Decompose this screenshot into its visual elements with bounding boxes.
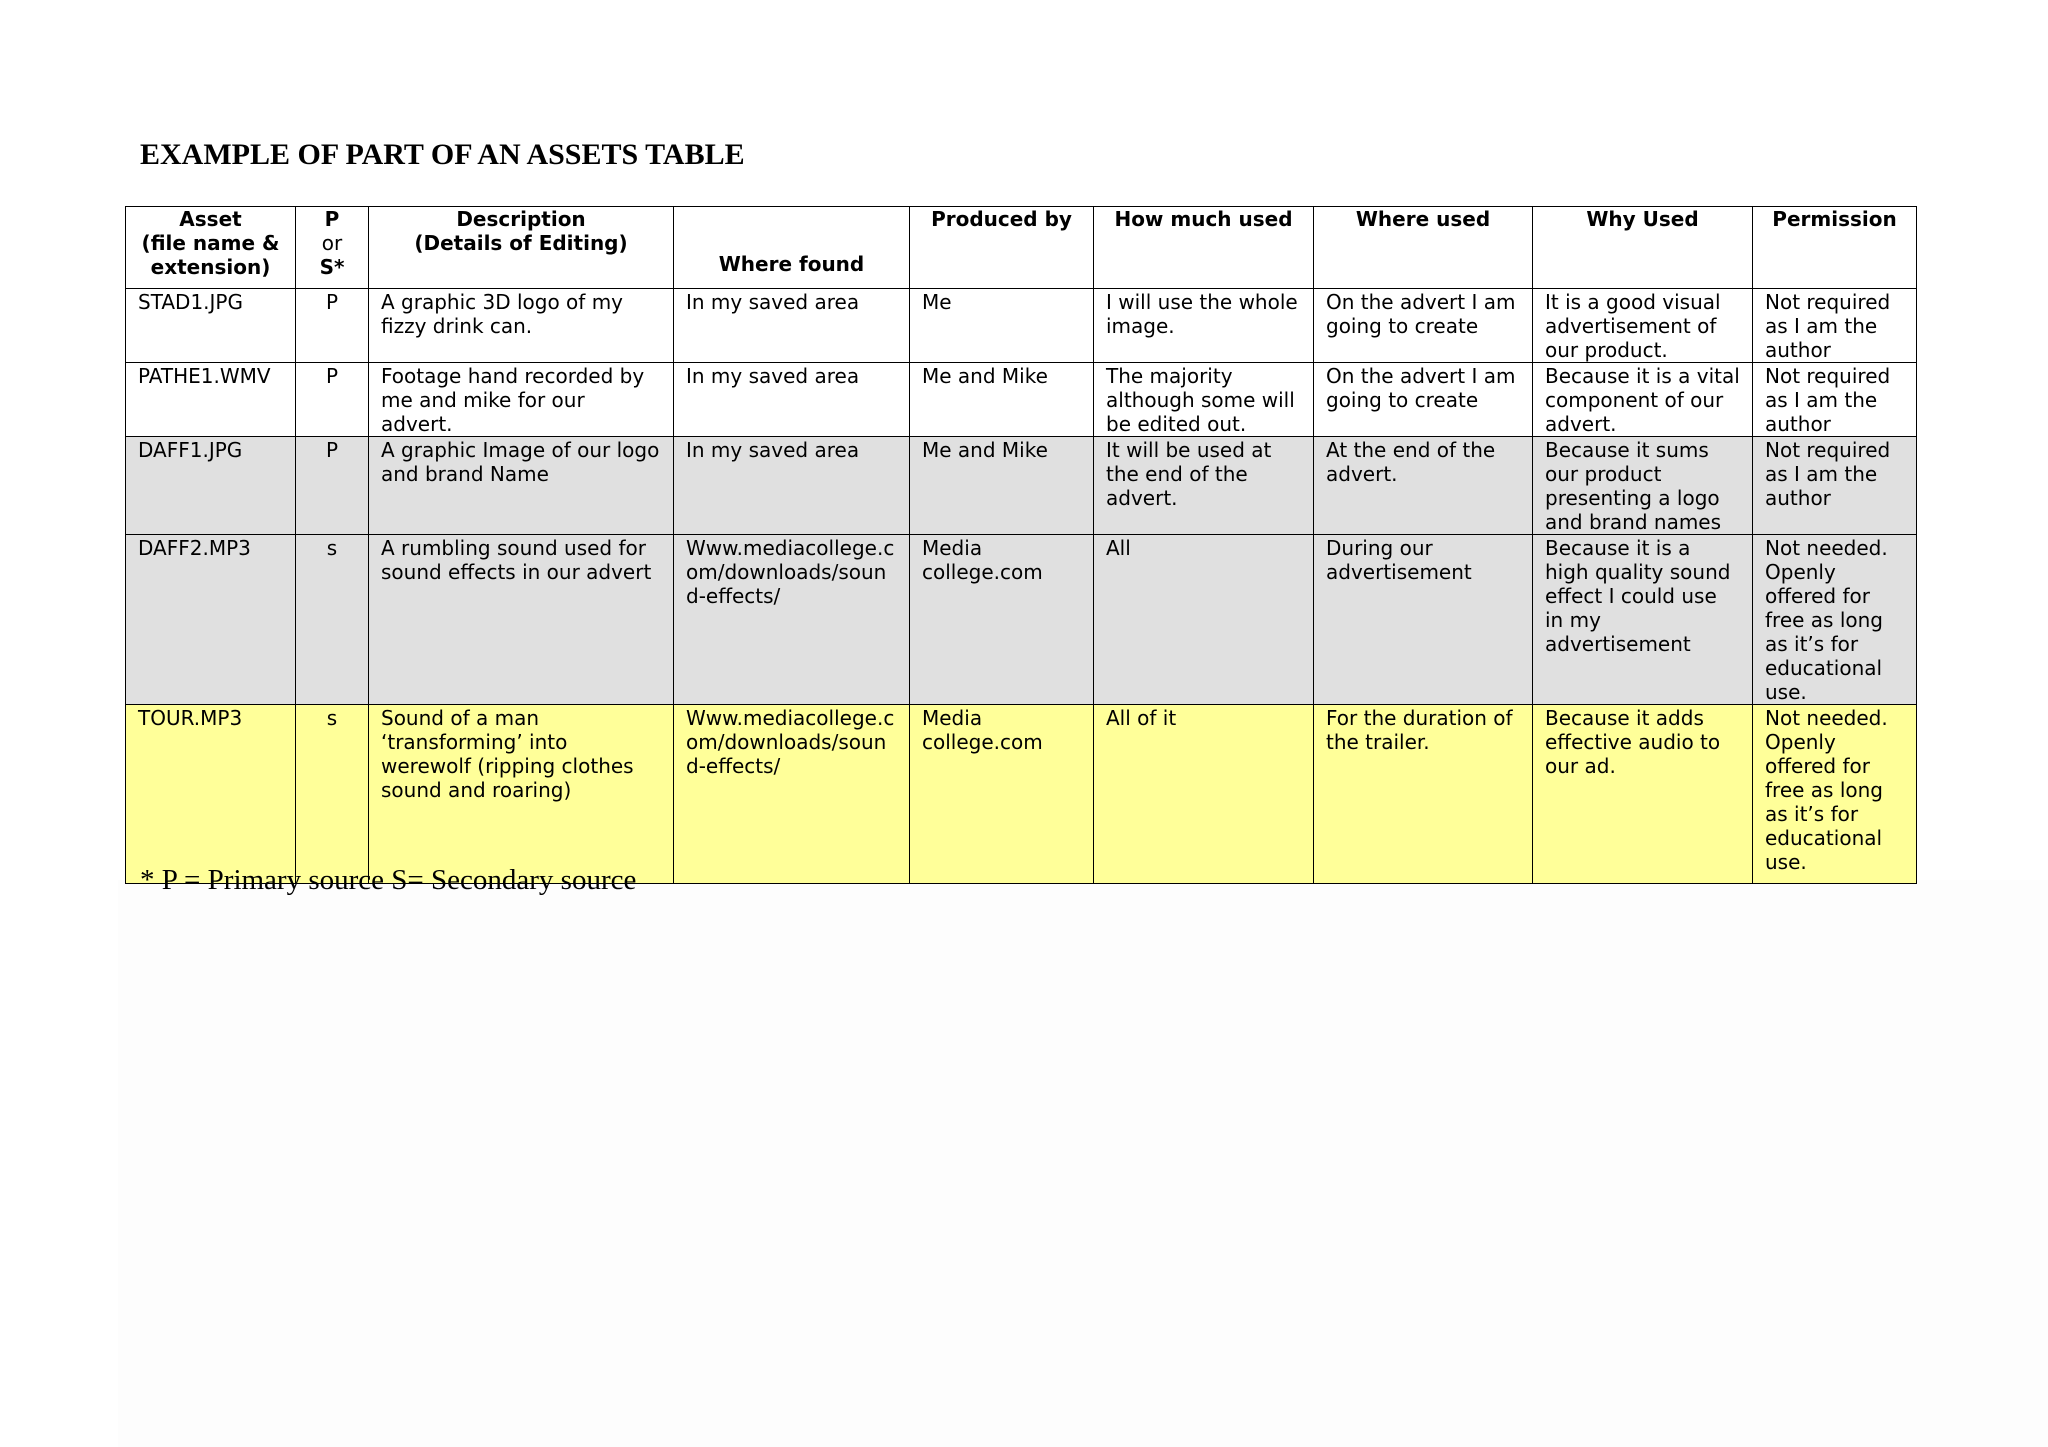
table-row	[126, 705, 1917, 884]
cell-where-used: At the end of the advert.	[1314, 437, 1533, 535]
cell-where-used: During our advertisement	[1314, 535, 1533, 705]
header-how-much-used: How much used	[1094, 207, 1314, 289]
cell-where-found: In my saved area	[674, 437, 910, 535]
cell-how-much-used: All	[1094, 535, 1314, 705]
header-where-used: Where used	[1314, 207, 1533, 289]
header-ps	[296, 207, 369, 289]
header-ps-line1: P	[324, 207, 340, 231]
cell-produced-by: Me and Mike	[910, 437, 1094, 535]
cell-how-much-used: All of it	[1094, 705, 1314, 884]
table-row	[126, 437, 1917, 535]
header-asset-line3: extension)	[150, 255, 271, 279]
assets-table	[125, 206, 1917, 884]
cell-permission: Not required as I am the author	[1753, 289, 1917, 363]
cell-asset: STAD1.JPG	[126, 289, 296, 363]
cell-ps: P	[296, 437, 369, 535]
table-row	[126, 535, 1917, 705]
cell-why-used: It is a good visual advertisement of our product.	[1533, 289, 1753, 363]
table-row	[126, 289, 1917, 363]
cell-where-found: Www.mediacollege.com/downloads/sound-effects/	[674, 705, 910, 884]
cell-description: Sound of a man ‘transforming’ into werewolf (ripping clothes sound and roaring)	[369, 705, 674, 884]
header-asset-line1: Asset	[179, 207, 242, 231]
header-description-line2: (Details of Editing)	[414, 231, 628, 255]
cell-why-used: Because it sums our product presenting a logo and brand names	[1533, 437, 1753, 535]
cell-ps: s	[296, 705, 369, 884]
cell-where-found: In my saved area	[674, 289, 910, 363]
cell-permission: Not required as I am the author	[1753, 437, 1917, 535]
cell-asset: DAFF2.MP3	[126, 535, 296, 705]
cell-produced-by: Me and Mike	[910, 363, 1094, 437]
cell-how-much-used: I will use the whole image.	[1094, 289, 1314, 363]
cell-how-much-used: The majority although some will be edited out.	[1094, 363, 1314, 437]
cell-produced-by: Media college.com	[910, 705, 1094, 884]
header-description-line1: Description	[456, 207, 586, 231]
cell-where-found: Www.mediacollege.com/downloads/sound-effects/	[674, 535, 910, 705]
cell-description: Footage hand recorded by me and mike for our advert.	[369, 363, 674, 437]
page-title: EXAMPLE OF PART OF AN ASSETS TABLE	[140, 138, 745, 171]
cell-description: A graphic Image of our logo and brand Name	[369, 437, 674, 535]
header-permission: Permission	[1753, 207, 1917, 289]
table-header-row	[126, 207, 1917, 289]
cell-where-used: On the advert I am going to create	[1314, 289, 1533, 363]
cell-how-much-used: It will be used at the end of the advert.	[1094, 437, 1314, 535]
cell-asset: DAFF1.JPG	[126, 437, 296, 535]
cell-permission: Not needed. Openly offered for free as long as it’s for educational use.	[1753, 535, 1917, 705]
page-background	[118, 880, 2048, 1447]
cell-description: A rumbling sound used for sound effects in our advert	[369, 535, 674, 705]
cell-asset: TOUR.MP3	[126, 705, 296, 884]
cell-ps: P	[296, 289, 369, 363]
cell-ps: P	[296, 363, 369, 437]
cell-produced-by: Media college.com	[910, 535, 1094, 705]
header-where-found: Where found	[674, 207, 910, 289]
cell-where-used: On the advert I am going to create	[1314, 363, 1533, 437]
cell-asset: PATHE1.WMV	[126, 363, 296, 437]
cell-why-used: Because it is a vital component of our advert.	[1533, 363, 1753, 437]
cell-permission: Not needed. Openly offered for free as long as it’s for educational use.	[1753, 705, 1917, 884]
header-why-used: Why Used	[1533, 207, 1753, 289]
table-row	[126, 363, 1917, 437]
header-produced-by: Produced by	[910, 207, 1094, 289]
cell-why-used: Because it adds effective audio to our ad.	[1533, 705, 1753, 884]
cell-description: A graphic 3D logo of my fizzy drink can.	[369, 289, 674, 363]
header-asset-line2: (file name &	[141, 231, 280, 255]
cell-produced-by: Me	[910, 289, 1094, 363]
cell-where-used: For the duration of the trailer.	[1314, 705, 1533, 884]
header-asset	[126, 207, 296, 289]
header-ps-line2: or	[321, 231, 343, 255]
cell-why-used: Because it is a high quality sound effect I could use in my advertisement	[1533, 535, 1753, 705]
footnote: * P = Primary source S= Secondary source	[140, 864, 637, 896]
cell-where-found: In my saved area	[674, 363, 910, 437]
cell-ps: s	[296, 535, 369, 705]
header-ps-line3: S*	[319, 255, 345, 279]
cell-permission: Not required as I am the author	[1753, 363, 1917, 437]
header-description	[369, 207, 674, 289]
